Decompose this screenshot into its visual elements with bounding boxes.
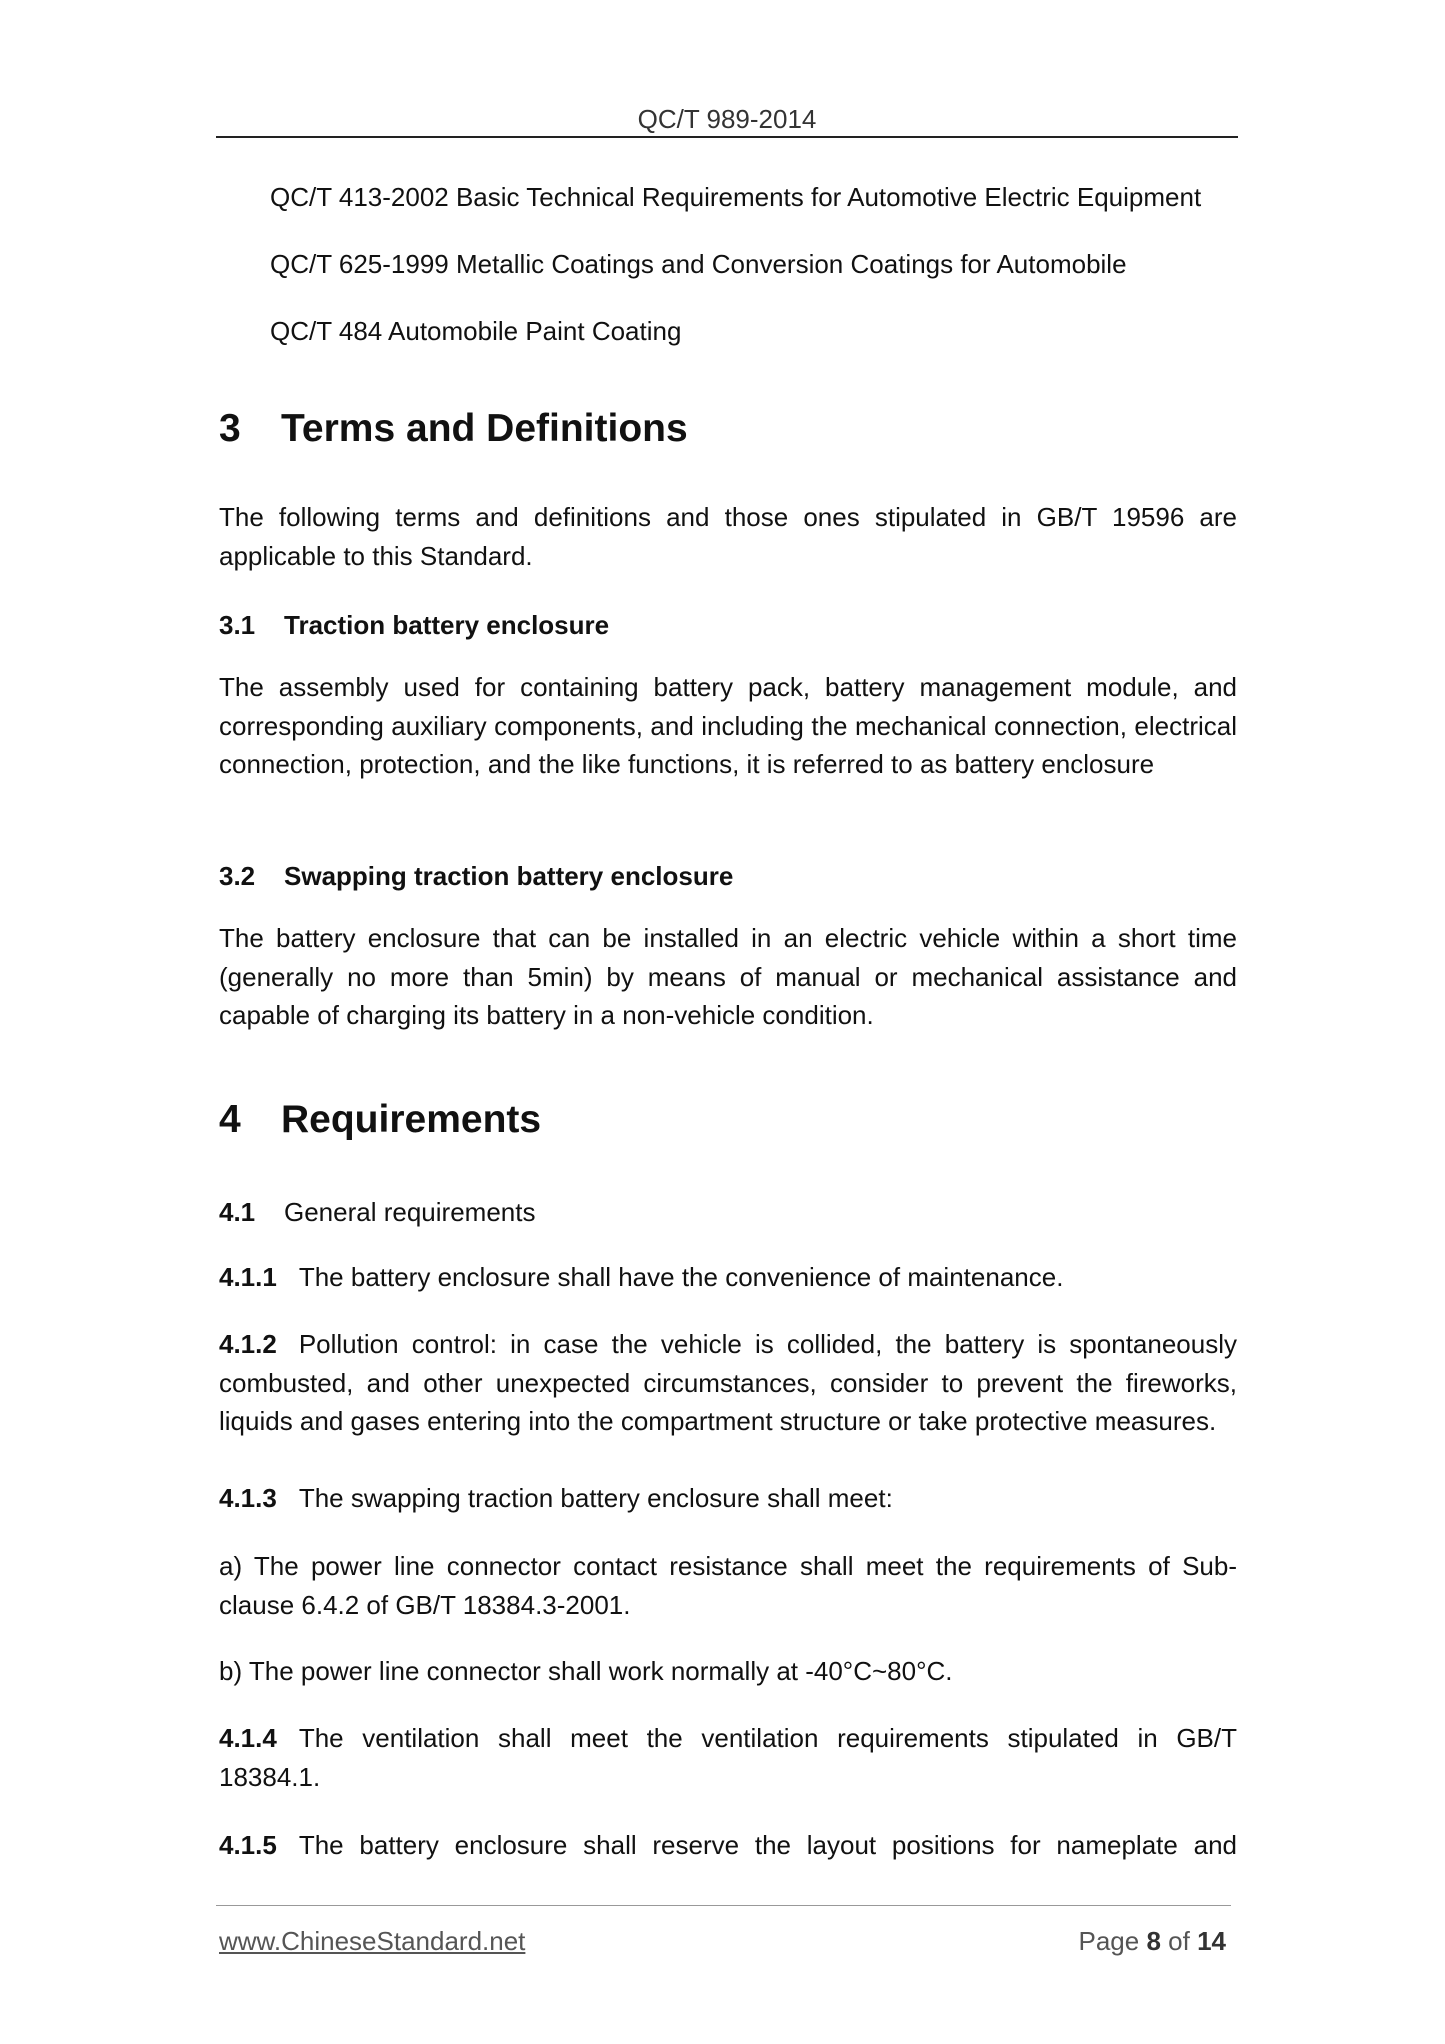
clause-4-1-5	[219, 1826, 1237, 1865]
subsection-number: 3.2	[219, 861, 256, 891]
subsection-3-1-heading	[219, 610, 609, 641]
total-pages: 14	[1197, 1926, 1226, 1956]
subsection-title: Traction battery enclosure	[284, 610, 610, 640]
reference-item: QC/T 625-1999 Metallic Coatings and Conversion Coatings for Automobile	[270, 249, 1127, 279]
list-item-a: a) The power line connector contact resistance shall meet the requirements of Sub-clause 6.4.2 of GB/T 18384.3-2001.	[219, 1551, 1237, 1620]
section-number: 4	[219, 1098, 241, 1141]
header-rule	[216, 136, 1238, 138]
clause-4-1-3	[219, 1479, 1237, 1518]
subsection-title: General requirements	[284, 1197, 536, 1227]
clause-text: The ventilation shall meet the ventilation requirements stipulated in GB/T 18384.1.	[219, 1723, 1237, 1792]
of-word: of	[1168, 1926, 1190, 1956]
clause-number: 4.1.4	[219, 1723, 277, 1753]
subsection-4-1-heading	[219, 1197, 535, 1228]
clause-text: Pollution control: in case the vehicle is collided, the battery is spontaneously combusted, and other unexpected circumstances, consider to prevent the fireworks, liquids and gases entering into the compartment structure or take protective measures.	[219, 1329, 1237, 1436]
reference-item: QC/T 413-2002 Basic Technical Requirements for Automotive Electric Equipment	[270, 182, 1202, 212]
section-number: 3	[219, 407, 241, 450]
definition-3-2: The battery enclosure that can be installed in an electric vehicle within a short time (generally no more than 5min) by means of manual or mechanical assistance and capable of charging its battery in a non-vehicle condition.	[219, 923, 1237, 1030]
footer-rule	[216, 1905, 1231, 1906]
clause-4-1-4	[219, 1719, 1237, 1796]
clause-4-1-2	[219, 1325, 1237, 1441]
list-item-b: b) The power line connector shall work normally at -40°C~80°C.	[219, 1656, 953, 1686]
section-3-intro: The following terms and definitions and those ones stipulated in GB/T 19596 are applicable to this Standard.	[219, 502, 1237, 571]
page-word: Page	[1078, 1926, 1140, 1956]
section-4-heading	[219, 1098, 541, 1142]
footer-page-number	[1078, 1926, 1226, 1957]
clause-text: The battery enclosure shall have the convenience of maintenance.	[298, 1262, 1064, 1292]
subsection-number: 4.1	[219, 1197, 256, 1227]
clause-text: The battery enclosure shall reserve the layout positions for nameplate and	[298, 1830, 1237, 1860]
subsection-number: 3.1	[219, 610, 256, 640]
subsection-title: Swapping traction battery enclosure	[284, 861, 734, 891]
current-page: 8	[1146, 1926, 1161, 1956]
clause-number: 4.1.1	[219, 1262, 277, 1292]
section-title: Terms and Definitions	[281, 407, 688, 450]
clause-number: 4.1.3	[219, 1483, 277, 1513]
clause-text: The swapping traction battery enclosure shall meet:	[298, 1483, 893, 1513]
section-title: Requirements	[281, 1098, 542, 1141]
clause-number: 4.1.2	[219, 1329, 277, 1359]
definition-3-1: The assembly used for containing battery pack, battery management module, and corresponding auxiliary components, and including the mechanical connection, electrical connection, protection, and the like functions, it is referred to as battery enclosure	[219, 672, 1237, 779]
reference-item: QC/T 484 Automobile Paint Coating	[270, 316, 682, 346]
section-3-heading	[219, 407, 688, 451]
header-doc-code: QC/T 989-2014	[637, 104, 817, 134]
subsection-3-2-heading	[219, 861, 733, 892]
footer-site-link[interactable]: www.ChineseStandard.net	[219, 1926, 526, 1956]
clause-4-1-1	[219, 1258, 1237, 1297]
clause-number: 4.1.5	[219, 1830, 277, 1860]
